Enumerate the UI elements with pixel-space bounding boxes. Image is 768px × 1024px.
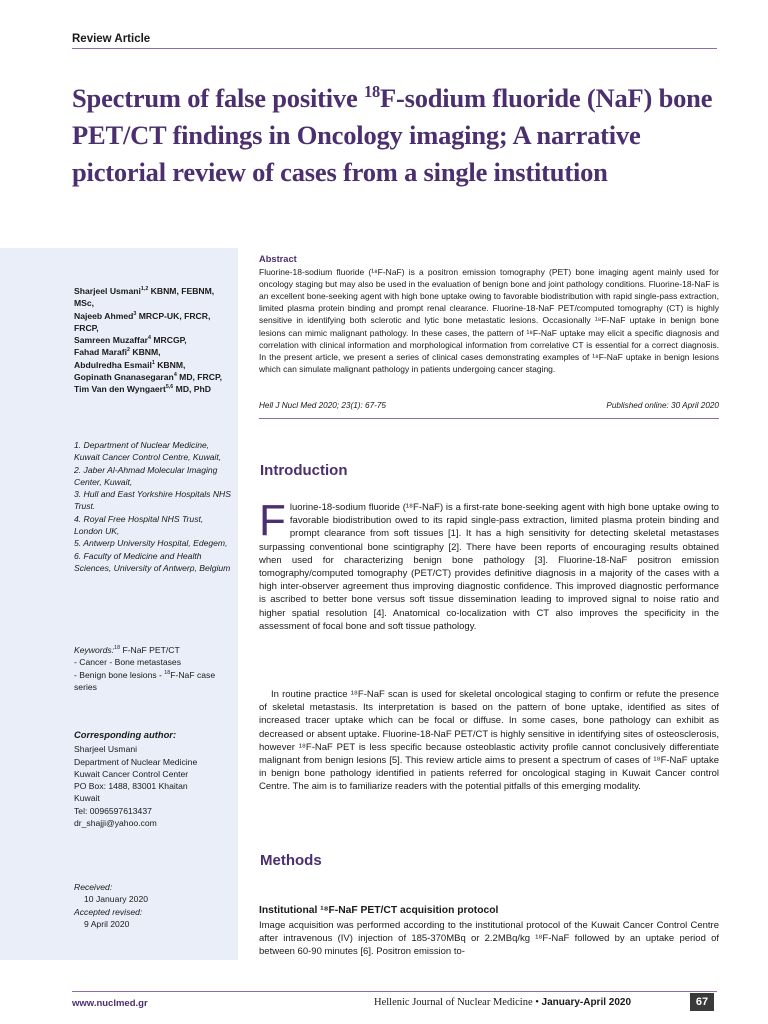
article-type-label: Review Article <box>72 33 151 45</box>
abstract-rule <box>259 418 719 419</box>
abstract-text: Fluorine-18-sodium fluoride (¹⁸F-NaF) is a positron emission tomography (PET) bone imaging agent mainly used for oncology staging but may also be used in the evaluation of benign bone and joint pathology conditions. Fluorine-18-NaF is an excellent bone-seeking agent with high bone uptake owing to favorable biodistribution with rapid single-pass extraction, limited plasma protein binding and prompt renal clearance. Fluorine-18-NaF PET/computed tomography (CT) is highly sensitive in identifying both sclerotic and lytic bone metastatic lesions. Occasionally ¹⁸F-NaF uptake in benign bone lesions can mimic malignant pathology. In these cases, the pattern of ¹⁸F-NaF uptake may elicit a specific diagnosis and correlation with clinical information and morphological information from correlative CT is essential for a correct diagnosis. In the present article, we present a series of clinical cases demonstrating examples of ¹⁸F-NaF uptake in benign lesions which can simulate malignant pathology in patients undergoing cancer staging. <box>259 267 719 374</box>
affiliation: 2. Jaber Al-Ahmad Molecular Imaging Center, Kuwait, <box>74 464 218 487</box>
corresponding-line: PO Box: 1488, 83001 Khaitan <box>74 781 188 792</box>
keywords-block: Keywords:$^{18}$ F-NaF PET/CT - Cancer - Bone metastases - Benign bone lesions - $^{18}$F-NaF case series <box>74 645 216 692</box>
journal-name: Hellenic Journal of Nuclear Medicine <box>374 997 533 1008</box>
author: Sharjeel Usmani$^{1,2}$ KBNM, FEBNM, MSc, <box>74 286 215 309</box>
corresponding-heading: Corresponding author: <box>74 729 177 740</box>
revised-date: 9 April 2020 <box>84 918 130 929</box>
affiliation-list <box>74 439 232 574</box>
journal-footer <box>374 997 631 1008</box>
keyword: F-NaF case series <box>74 669 216 692</box>
introduction-paragraph: In routine practice ¹⁸F-NaF scan is used for skeletal oncological staging to confirm or refute the presence of skeletal metastasis. Its interpretation is based on the pattern of bone uptake, identified as sites of increased tracer uptake which can be focal or diffuse. In some cases, bone pathology can exhibit as decreased or absent uptake. Fluorine-18-NaF PET/CT is highly sensitive in identifying sites of osteosclerosis, however ¹⁸F-NaF PET is less specific because osteoblastic activity profile cannot conclusively differentiate malignant from benign lesions [5]. This review article aims to present a spectrum of cases of ¹⁸F-NaF uptake in benign bone pathology identified in patients referred for oncological staging in Kuwait Cancer control Centre. The aim is to familiarize readers with the potential pitfalls of this emerging modality. <box>259 689 719 793</box>
affiliation: 4. Royal Free Hospital NHS Trust, London UK, <box>74 513 204 537</box>
paper-title: Spectrum of false positive $^{18}$F-sodium fluoride (NaF) bone PET/CT findings in Oncology imaging; A narrative pictorial review of cases from a single institution <box>72 82 713 187</box>
author: Fahad Marafi$^2$ KBNM, <box>74 347 161 358</box>
journal-issue: January-April 2020 <box>541 997 632 1008</box>
author: Abdulredha Esmail$^1$ KBNM, <box>74 359 186 370</box>
corresponding-line: Department of Nuclear Medicine <box>74 756 198 767</box>
author: Najeeb Ahmed$^3$ MRCP-UK, FRCR, FRCP, <box>74 310 211 333</box>
affiliation: 1. Department of Nuclear Medicine, Kuwait Cancer Control Centre, Kuwait, <box>74 440 222 463</box>
affiliation: 5. Antwerp University Hospital, Edegem, <box>74 538 228 549</box>
author: Gopinath Gnanasegaran$^4$ MD, FRCP, <box>74 372 222 383</box>
published-online: Published online: 30 April 2020 <box>606 401 719 410</box>
affiliation: 3. Hull and East Yorkshire Hospitals NHS Trust. <box>74 489 231 512</box>
header-rule <box>72 48 717 49</box>
received-label: Received: <box>74 882 113 892</box>
abstract <box>259 253 719 375</box>
dates-block <box>74 881 232 930</box>
journal-url-link[interactable]: www.nuclmed.gr <box>72 998 148 1009</box>
author: Samreen Muzaffar$^4$ MRCGP, <box>74 335 187 346</box>
introduction-paragraph: Fluorine-18-sodium fluoride (¹⁸F-NaF) is a first-rate bone-seeking agent with high bone uptake owing to favorable biodistribution owed to its rapid single-pass extraction, limited plasma protein binding and prompt clearance from soft tissues [1]. It has a high sensitivity for detecting skeletal metastases surpassing conventional bone scintigraphy [2]. There have been reports of encouraging results obtained when used for characterizing benign bone pathology [3]. Fluorine-18-NaF positron emission tomography/computed tomography (PET/CT) provides definitive diagnosis in a majority of the cases with a high inter-observer agreement thus improving diagnostic confidence. This improved diagnostic performance is ascribed to better bone versus soft tissue dissemination leading to improved signal to noise ratio and higher spatial resolution [4]. Anatomical co-localization with CT also improves the specificity in the assessment of focal bone and soft tissue pathology. <box>259 496 719 632</box>
corresponding-email[interactable]: dr_shajji@yahoo.com <box>74 818 157 829</box>
received-date: 10 January 2020 <box>84 894 149 905</box>
corresponding-line: Tel: 0096597613437 <box>74 805 152 816</box>
footer-rule <box>72 991 717 992</box>
methods-paragraph: Image acquisition was performed according to the institutional protocol of the Kuwait Cancer Control Centre after intravenous (IV) injection of 185-370MBq or 2.2MBq/kg ¹⁸F-NaF followed by an uptake period of between 60-90 minutes [6]. Positron emission to- <box>259 920 719 958</box>
drop-cap: F <box>259 496 286 545</box>
keywords-label: Keywords: <box>74 645 115 655</box>
keyword: F-NaF PET/CT <box>120 645 180 655</box>
author: Tim Van den Wyngaert$^{5,6}$ MD, PhD <box>74 384 211 395</box>
corresponding-line: Kuwait <box>74 793 100 804</box>
page-number: 67 <box>690 993 714 1011</box>
corresponding-author-block <box>74 729 232 829</box>
keyword: - Benign bone lesions - <box>74 669 165 680</box>
abstract-heading: Abstract <box>259 254 297 264</box>
keyword: - Cancer - Bone metastases <box>74 657 181 668</box>
corresponding-line: Sharjeel Usmani <box>74 744 138 755</box>
footer-bullet: • <box>535 997 539 1008</box>
introduction-heading: Introduction <box>260 462 348 479</box>
methods-subheading: Institutional ¹⁸F-NaF PET/CT acquisition protocol <box>259 905 499 916</box>
citation: Hell J Nucl Med 2020; 23(1): 67-75 <box>259 401 386 410</box>
revised-label: Accepted revised: <box>74 906 143 917</box>
author-list <box>74 285 232 396</box>
methods-heading: Methods <box>260 852 322 869</box>
affiliation: 6. Faculty of Medicine and Health Sciences, University of Antwerp, Belgium <box>74 550 231 573</box>
corresponding-line: Kuwait Cancer Control Center <box>74 768 189 779</box>
